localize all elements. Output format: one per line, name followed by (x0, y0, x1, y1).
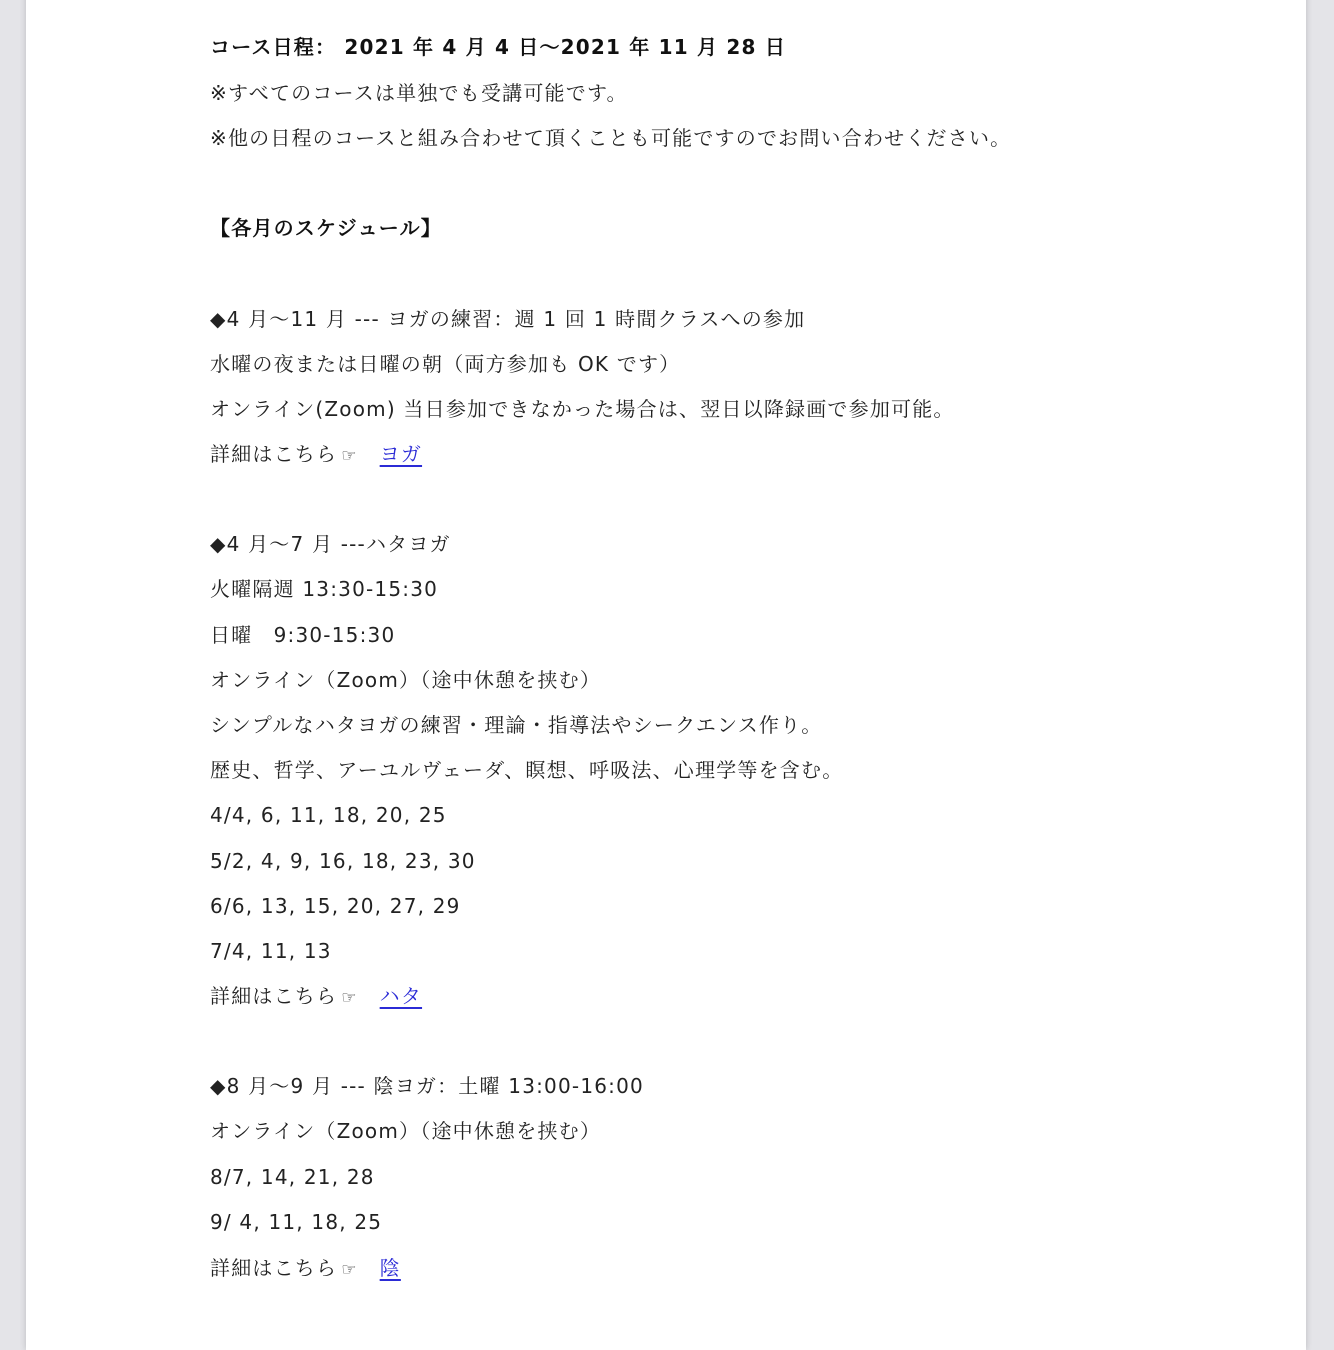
section-line: 水曜の夜または日曜の朝（両方参加も OK です） (210, 352, 681, 376)
section-line: オンライン（Zoom）（途中休憩を挟む） (210, 668, 602, 692)
section-dates: 6/6, 13, 15, 20, 27, 29 (210, 894, 461, 918)
pointing-hand-icon: ☞ (341, 1260, 358, 1280)
section-dates: 9/ 4, 11, 18, 25 (210, 1210, 383, 1234)
yoga-link[interactable]: ヨガ (379, 442, 423, 466)
note-line: ※他の日程のコースと組み合わせて頂くことも可能ですのでお問い合わせください。 (210, 126, 1012, 150)
section-dates: 7/4, 11, 13 (210, 939, 332, 963)
section-line: 日曜 9:30-15:30 (210, 623, 396, 647)
details-label: 詳細はこちら (210, 984, 338, 1008)
details-row-yoga (210, 441, 422, 469)
section-heading-hatha: ◆4 月～7 月 ---ハタヨガ (210, 532, 451, 556)
pointing-hand-icon: ☞ (341, 446, 358, 466)
details-label: 詳細はこちら (210, 442, 338, 466)
details-row-hatha (210, 983, 422, 1011)
section-line: オンライン（Zoom）（途中休憩を挟む） (210, 1119, 602, 1143)
note-line: ※すべてのコースは単独でも受講可能です。 (210, 81, 628, 105)
section-heading-yin: ◆8 月～9 月 --- 陰ヨガ：土曜 13:00-16:00 (210, 1074, 644, 1098)
section-line: 火曜隔週 13:30-15:30 (210, 577, 439, 601)
hatha-link[interactable]: ハタ (379, 984, 423, 1008)
section-dates: 8/7, 14, 21, 28 (210, 1165, 375, 1189)
document-page (26, 0, 1306, 1350)
yin-link[interactable]: 陰 (379, 1256, 401, 1280)
course-period: コース日程： 2021 年 4 月 4 日～2021 年 11 月 28 日 (210, 35, 787, 59)
section-line: 歴史、哲学、アーユルヴェーダ、瞑想、呼吸法、心理学等を含む。 (210, 758, 844, 782)
details-row-yin (210, 1255, 401, 1283)
section-line: オンライン(Zoom) 当日参加できなかった場合は、翌日以降録画で参加可能。 (210, 397, 955, 421)
section-heading-yoga: ◆4 月～11 月 --- ヨガの練習：週 1 回 1 時間クラスへの参加 (210, 307, 806, 331)
pointing-hand-icon: ☞ (341, 988, 358, 1008)
details-label: 詳細はこちら (210, 1256, 338, 1280)
schedule-heading: 【各月のスケジュール】 (210, 216, 442, 240)
section-line: シンプルなハタヨガの練習・理論・指導法やシークエンス作り。 (210, 713, 823, 737)
section-dates: 4/4, 6, 11, 18, 20, 25 (210, 803, 447, 827)
section-dates: 5/2, 4, 9, 16, 18, 23, 30 (210, 849, 476, 873)
